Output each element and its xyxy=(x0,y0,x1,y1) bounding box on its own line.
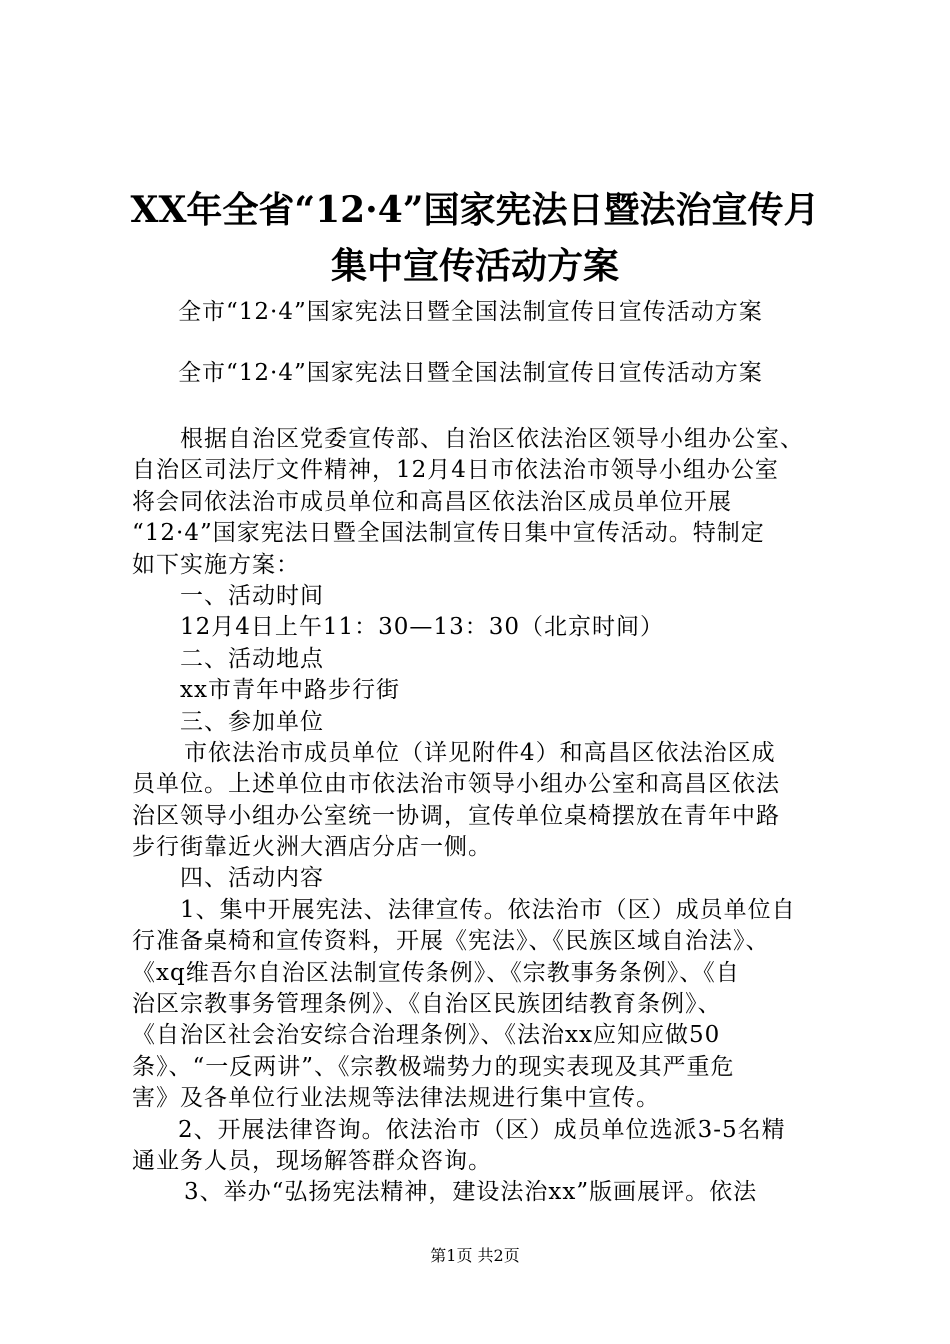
body-line: 将会同依法治市成员单位和高昌区依法治区成员单位开展 xyxy=(132,488,732,515)
page-number-footer: 第1页 共2页 xyxy=(430,1246,520,1265)
body-line: 自治区司法厅文件精神，12月4日市依法治市领导小组办公室 xyxy=(132,457,779,484)
body-line: 12月4日上午11：30—13：30（北京时间） xyxy=(180,614,664,641)
section-heading: 三、参加单位 xyxy=(180,708,324,735)
body-line: 条》、“一反两讲”、《宗教极端势力的现实表现及其严重危 xyxy=(132,1053,735,1080)
document-title-line-2: 集中宣传活动方案 xyxy=(330,245,619,287)
body-line: xx市青年中路步行街 xyxy=(180,677,400,704)
body-line: 《自治区社会治安综合治理条例》、《法治xx应知应做50 xyxy=(132,1022,721,1049)
body-line: 通业务人员，现场解答群众咨询。 xyxy=(132,1147,492,1174)
document-subtitle-2: 全市“12·4”国家宪法日暨全国法制宣传日宣传活动方案 xyxy=(178,360,763,386)
body-line: 治区领导小组办公室统一协调，宣传单位桌椅摆放在青年中路 xyxy=(132,802,780,829)
body-line: 根据自治区党委宣传部、自治区依法治区领导小组办公室、 xyxy=(180,426,804,452)
document-body xyxy=(132,424,832,1209)
body-line: 如下实施方案： xyxy=(132,551,300,578)
body-line: 1、集中开展宪法、法律宣传。依法治市（区）成员单位自 xyxy=(180,896,796,923)
body-line: “12·4”国家宪法日暨全国法制宣传日集中宣传活动。特制定 xyxy=(132,520,765,547)
body-line: 害》及各单位行业法规等法律法规进行集中宣传。 xyxy=(132,1085,660,1112)
body-line: 行准备桌椅和宣传资料，开展《宪法》、《民族区域自治法》、 xyxy=(132,928,770,955)
section-heading: 一、活动时间 xyxy=(180,582,324,609)
body-line: 市依法治市成员单位（详见附件4）和高昌区依法治区成 xyxy=(184,739,776,766)
body-line: 步行街靠近火洲大酒店分店一侧。 xyxy=(132,834,492,861)
section-heading: 二、活动地点 xyxy=(180,645,324,672)
document-subtitle-1: 全市“12·4”国家宪法日暨全国法制宣传日宣传活动方案 xyxy=(178,299,763,325)
body-line: 《xq维吾尔自治区法制宣传条例》、《宗教事务条例》、《自 xyxy=(132,959,740,986)
document-title-line-1: XX年全省“12·4”国家宪法日暨法治宣传月 xyxy=(130,189,820,231)
body-line: 员单位。上述单位由市依法治市领导小组办公室和高昌区依法 xyxy=(132,771,780,798)
body-line: 3、举办“弘扬宪法精神，建设法治xx”版画展评。依法 xyxy=(184,1179,758,1206)
body-line: 2、开展法律咨询。依法治市（区）成员单位选派3-5名精 xyxy=(178,1116,786,1143)
section-heading: 四、活动内容 xyxy=(180,865,324,892)
body-line: 治区宗教事务管理条例》、《自治区民族团结教育条例》、 xyxy=(132,991,722,1018)
